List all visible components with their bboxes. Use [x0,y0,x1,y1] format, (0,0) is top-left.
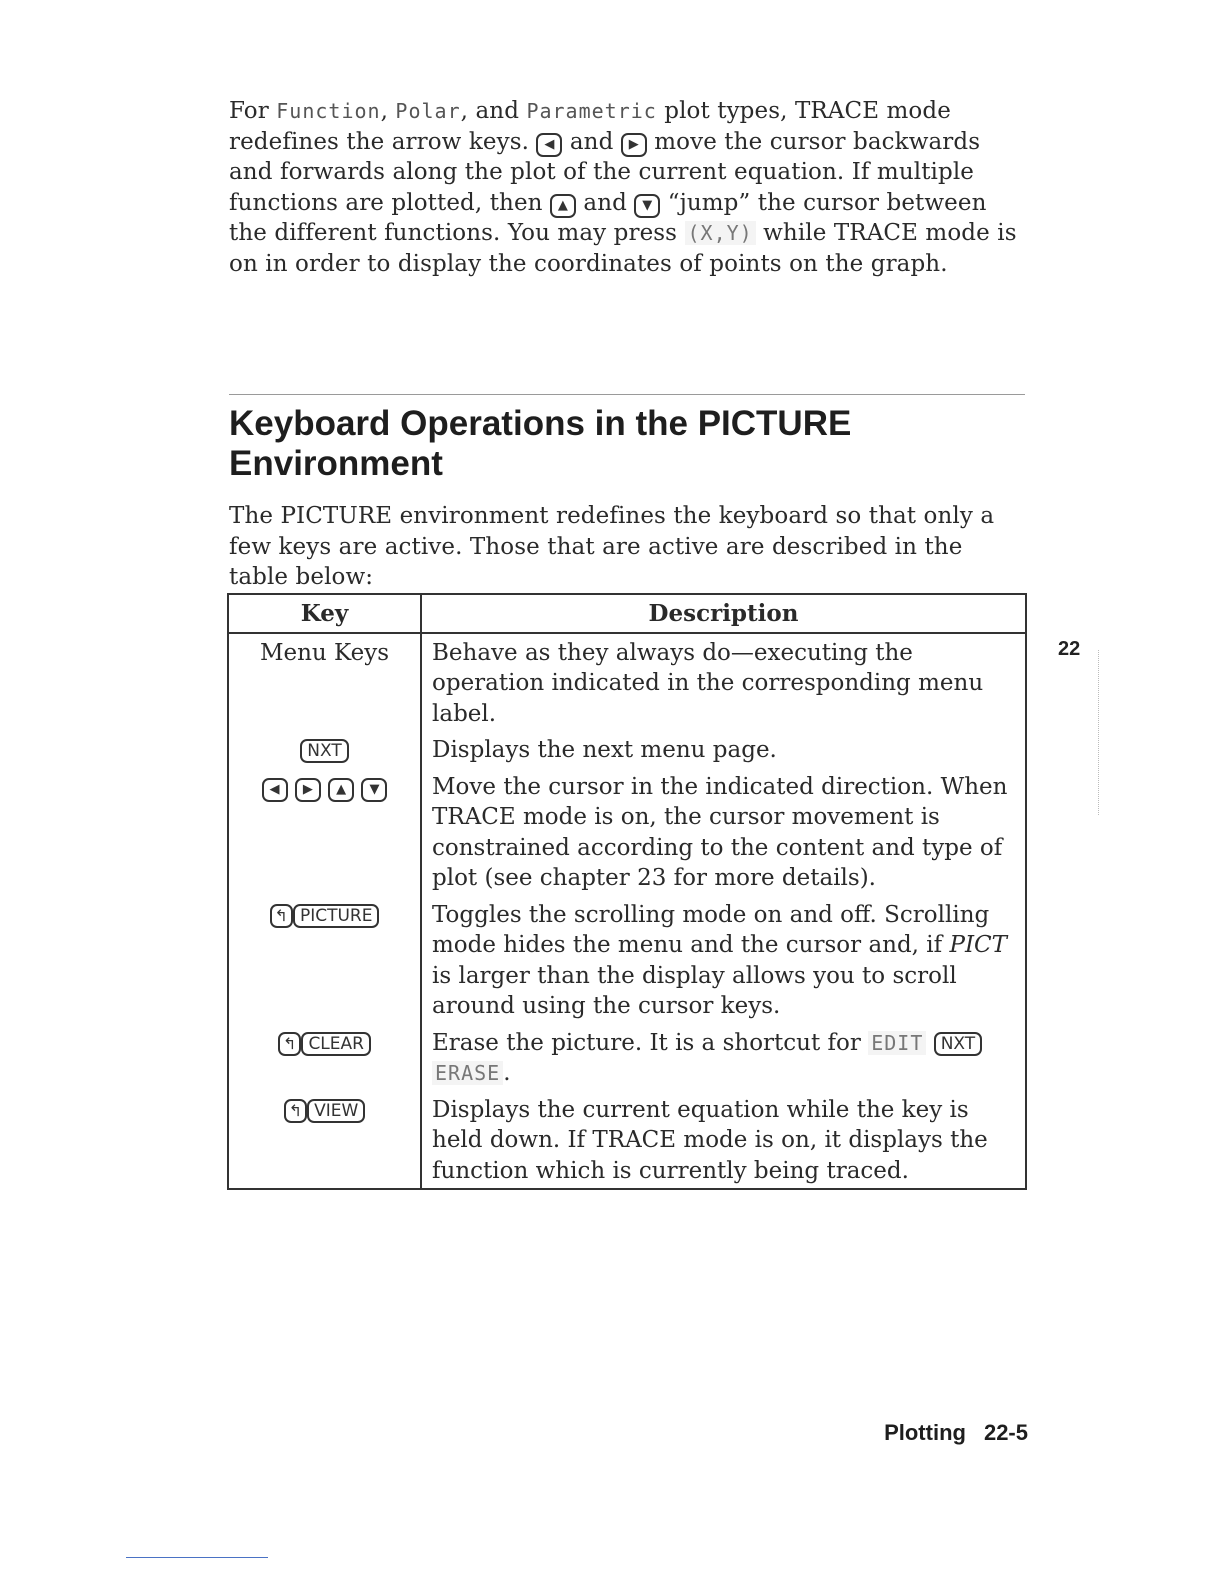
text: , and [460,98,527,124]
header-key: Key [228,594,421,633]
key-cell [228,731,421,768]
key-cell [228,1024,421,1091]
key-cell [228,896,421,1024]
key-cell [228,1091,421,1190]
text: . [503,1060,511,1086]
text: For [229,98,277,124]
header-description: Description [421,594,1026,633]
text: while TRACE mode is on in order to display the coordinates of points on the graph. [229,220,1017,277]
text: and [575,189,635,216]
table-row [228,731,1026,768]
chapter-tab-edge [1098,650,1099,815]
intro-paragraph [229,96,1019,279]
footer-page-number: 22-5 [983,1420,1028,1445]
text: Erase the picture. It is a shortcut for [432,1029,869,1056]
description-cell: Behave as they always do—executing the operation indicated in the corresponding menu label. [432,639,984,727]
left-shift-key-icon: ↰ [270,904,293,928]
section-intro: The PICTURE environment redefines the keyboard so that only a few keys are active. Those that are active are described in the table below: [229,503,995,590]
heading-line-1: Keyboard Operations in the PICTURE [229,404,852,443]
down-arrow-key-icon: ▼ [634,194,660,218]
section-heading [229,404,1029,484]
text: move the cursor backwards and forwards along the plot of the current equation. If multiple functions are plotted, then [229,128,981,216]
table-row [228,896,1026,1024]
erase-menu-label: ERASE [432,1061,503,1085]
description-cell: Move the cursor in the indicated direction. When TRACE mode is on, the cursor movement is constrained according to the content and type of plot (see chapter 23 for more details). [432,773,1008,891]
section-divider [229,394,1025,395]
page-footer [884,1420,1028,1446]
clear-key-icon: CLEAR [301,1032,371,1056]
nxt-key-icon: NXT [934,1032,982,1056]
table-header-row [228,594,1026,633]
view-key-icon: VIEW [307,1099,365,1123]
footer-section: Plotting [884,1420,966,1445]
text: and [562,128,621,155]
text: “jump” the cursor between the different functions. You may press [229,189,987,246]
description-cell [421,896,1026,1024]
left-arrow-key-icon: ◀ [262,778,288,802]
function-menu-label: Function [276,99,381,123]
right-arrow-key-icon: ▶ [621,133,647,157]
text: , [380,98,396,124]
key-cell: Menu Keys [228,633,421,732]
key-cell [228,768,421,896]
table-row [228,768,1026,896]
heading-line-2: Environment [229,444,443,483]
bottom-rule [126,1557,268,1558]
polar-menu-label: Polar [395,99,461,123]
pict-variable: PICT [949,932,1007,958]
right-arrow-key-icon: ▶ [295,778,321,802]
description-cell: Displays the current equation while the key is held down. If TRACE mode is on, it displays the function which is currently being traced. [432,1096,988,1184]
up-arrow-key-icon: ▲ [550,194,576,218]
xy-menu-label: (X,Y) [685,221,756,245]
table-row [228,1091,1026,1190]
description-cell: Displays the next menu page. [432,737,777,763]
parametric-menu-label: Parametric [526,99,657,123]
key-operations-table [227,593,1027,1190]
text: is larger than the display allows you to scroll around using the cursor keys. [432,962,957,1019]
chapter-tab: 22 [1058,638,1081,660]
nxt-key-icon: NXT [300,739,348,763]
left-shift-key-icon: ↰ [278,1032,301,1056]
left-shift-key-icon: ↰ [284,1099,307,1123]
description-cell [421,1024,1026,1091]
picture-key-icon: PICTURE [293,904,380,928]
text: plot types, TRACE mode redefines the arrow keys. [229,98,951,155]
down-arrow-key-icon: ▼ [361,778,387,802]
table-row [228,1024,1026,1091]
up-arrow-key-icon: ▲ [328,778,354,802]
table-row [228,633,1026,732]
left-arrow-key-icon: ◀ [536,133,562,157]
text: Toggles the scrolling mode on and off. Scrolling mode hides the menu and the cursor and, if [432,901,990,958]
edit-menu-label: EDIT [868,1031,926,1055]
